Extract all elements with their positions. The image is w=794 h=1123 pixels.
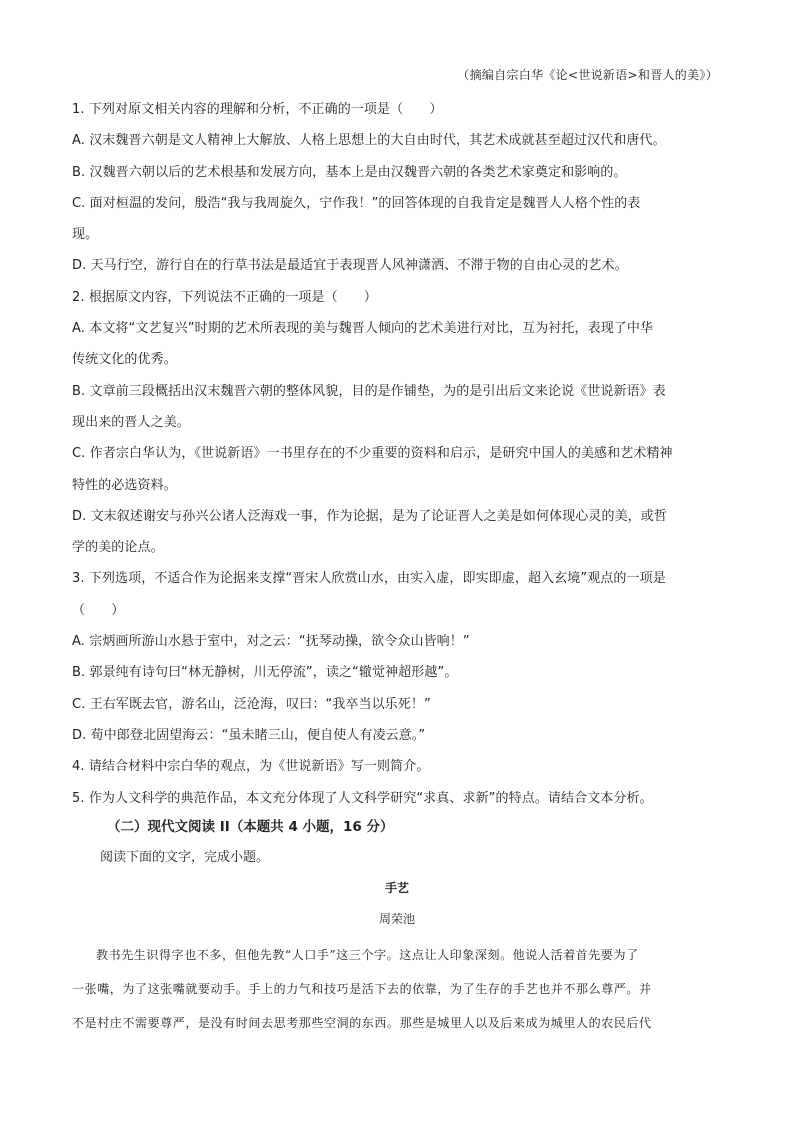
question-3-option-a: A. 宗炳画所游山水悬于室中，对之云：“抚琴动操，欲令众山皆响！” bbox=[72, 634, 470, 650]
question-2-option-a: A. 本文将“文艺复兴”时期的艺术所表现的美与魏晋人倾向的艺术美进行对比，互为衬托，表现了中华 bbox=[72, 321, 654, 337]
question-3-option-c: C. 王右军既去官，游名山，泛沧海，叹曰：“我卒当以乐死！” bbox=[72, 696, 431, 712]
question-1-option-c-cont: 现。 bbox=[72, 227, 99, 243]
question-1-stem: 1. 下列对原文相关内容的理解和分析，不正确的一项是（ ） bbox=[72, 102, 443, 117]
story-passage bbox=[72, 938, 722, 1040]
question-2-option-d-cont: 学的美的论点。 bbox=[72, 540, 164, 556]
source-citation: （摘编自宗白华《论<世说新语>和晋人的美》） bbox=[457, 68, 718, 82]
question-list bbox=[72, 94, 722, 814]
passage-line: 不是村庄不需要尊严，是没有时间去思考那些空洞的东西。那些是城里人以及后来成为城里人的农民后代 bbox=[72, 1016, 652, 1030]
passage-line: 一张嘴，为了这张嘴就要动手。手上的力气和技巧是活下去的依靠，为了生存的手艺也并不那么尊严。并 bbox=[72, 982, 652, 996]
question-1-option-a: A. 汉末魏晋六朝是文人精神上大解放、人格上思想上的大自由时代，其艺术成就甚至超过汉代和唐代。 bbox=[72, 133, 666, 149]
question-4: 4. 请结合材料中宗白华的观点，为《世说新语》写一则简介。 bbox=[72, 759, 430, 775]
story-title: 手艺 bbox=[384, 881, 409, 895]
question-1-option-d: D. 天马行空，游行自在的行草书法是最适宜于表现晋人风神潇洒、不滞于物的自由心灵的艺术。 bbox=[72, 258, 628, 274]
question-3-option-d: D. 荀中郎登北固望海云：“虽未睹三山，便自使人有凌云意。” bbox=[72, 727, 426, 743]
passage-line: 教书先生识得字也不多，但他先教“人口手”这三个字。这点让人印象深刻。他说人活着首先要为了 bbox=[96, 948, 639, 962]
question-5: 5. 作为人文科学的典范作品，本文充分体现了人文科学研究“求真、求新”的特点。请结合文本分析。 bbox=[72, 790, 653, 806]
question-3-stem: 3. 下列选项，不适合作为论据来支撑“晋宋人欣赏山水，由实入虚，即实即虚，超入玄境”观点的一项是 bbox=[72, 571, 666, 587]
question-2-option-b-cont: 现出来的晋人之美。 bbox=[72, 414, 190, 430]
question-2-option-a-cont: 传统文化的优秀。 bbox=[72, 352, 177, 368]
question-2-option-c: C. 作者宗白华认为，《世说新语》一书里存在的不少重要的资料和启示，是研究中国人的美感和艺术精神 bbox=[72, 446, 673, 462]
question-2-option-b: B. 文章前三段概括出汉末魏晋六朝的整体风貌，目的是作铺垫，为的是引出后文来论说《世说新语》表 bbox=[72, 383, 666, 399]
question-1-option-c: C. 面对桓温的发问，殷浩“我与我周旋久，宁作我！”的回答体现的自我肯定是魏晋人人格个性的表 bbox=[72, 195, 641, 211]
question-1-option-b: B. 汉魏晋六朝以后的艺术根基和发展方向，基本上是由汉魏晋六朝的各类艺术家奠定和影响的。 bbox=[72, 164, 627, 180]
question-3-option-b: B. 郭景纯有诗句曰“林无静树，川无停流”，读之“辙觉神超形越”。 bbox=[72, 665, 458, 681]
reading-instruction: 阅读下面的文字，完成小题。 bbox=[100, 850, 270, 865]
question-2-option-c-cont: 特性的必选资料。 bbox=[72, 477, 177, 493]
story-author: 周荣池 bbox=[378, 912, 415, 926]
question-2-option-d: D. 文末叙述谢安与孙兴公诸人泛海戏一事，作为论据，是为了论证晋人之美是如何体现心灵的美，或哲 bbox=[72, 508, 667, 524]
section-heading: （二）现代文阅读 II（本题共 4 小题，16 分） bbox=[107, 819, 394, 835]
question-3-stem-cont: （ ） bbox=[72, 602, 125, 618]
question-2-stem: 2. 根据原文内容，下列说法不正确的一项是（ ） bbox=[72, 289, 378, 305]
